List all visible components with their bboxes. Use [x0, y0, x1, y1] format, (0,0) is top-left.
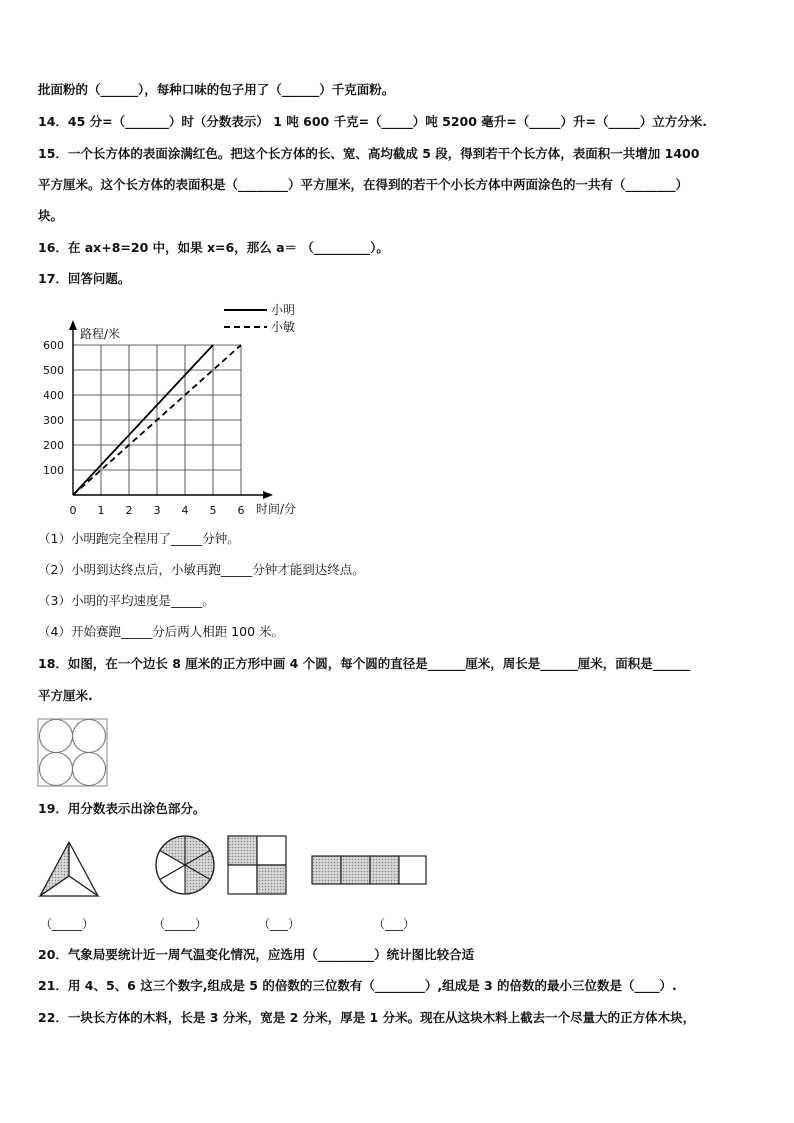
x-axis-arrow — [263, 491, 273, 499]
y-tick-label: 600 — [43, 339, 64, 352]
q16-text: 16．在 ax+8=20 中，如果 x=6，那么 a＝ （_________）。 — [38, 240, 389, 255]
triangle-figure — [40, 842, 98, 896]
q19-answer-2: （_____） — [153, 917, 208, 931]
x-tick-label: 0 — [69, 504, 77, 517]
q19-title: 19．用分数表示出涂色部分。 — [38, 801, 206, 816]
x-tick-label: 5 — [209, 504, 217, 517]
x-tick-label: 3 — [153, 504, 161, 517]
y-tick-label: 400 — [43, 389, 64, 402]
q15-line3: 块。 — [38, 208, 64, 223]
x-tick-label: 6 — [237, 504, 245, 517]
legend-label-0: 小明 — [271, 303, 296, 317]
q14-text: 14．45 分=（_______）时（分数表示） 1 吨 600 千克=（_____）吨 5200 毫升=（_____）升=（_____）立方分米. — [38, 114, 707, 129]
square-four-circles-figure — [37, 718, 109, 788]
q15-line2: 平方厘米。这个长方体的表面积是（________）平方厘米，在得到的若干个小长方体中两面涂色的一共有（________） — [38, 177, 689, 192]
q17-sub1: （1）小明跑完全程用了_____分钟。 — [38, 531, 240, 546]
q13-continuation: 批面粉的（______），每种口味的包子用了（______）千克面粉。 — [38, 82, 395, 97]
q17-sub2: （2）小明到达终点后，小敏再跑_____分钟才能到达终点。 — [38, 562, 365, 577]
q19-answer-3: （___） — [258, 917, 301, 931]
x-tick-label: 1 — [97, 504, 105, 517]
q18-line2: 平方厘米. — [38, 688, 93, 703]
y-tick-label: 200 — [43, 439, 64, 452]
q17-sub3: （3）小明的平均速度是_____。 — [38, 593, 215, 608]
q15-line1: 15．一个长方体的表面涂满红色。把这个长方体的长、宽、高均截成 5 段，得到若干个长方体，表面积一共增加 1400 — [38, 146, 700, 161]
x-tick-label: 2 — [125, 504, 133, 517]
y-tick-label: 300 — [43, 414, 64, 427]
q17-title: 17．回答问题。 — [38, 271, 131, 286]
q19-answer-1: （_____） — [40, 917, 95, 931]
outer-square — [38, 719, 107, 786]
x-axis-label: 时间/分 — [256, 502, 297, 516]
q18-line1: 18．如图，在一个边长 8 厘米的正方形中画 4 个圆，每个圆的直径是______厘米，周长是______厘米，面积是______ — [38, 656, 691, 671]
y-tick-label: 500 — [43, 364, 64, 377]
y-tick-label: 100 — [43, 464, 64, 477]
x-tick-label: 4 — [181, 504, 189, 517]
q21-text: 21．用 4、5、6 这三个数字,组成是 5 的倍数的三位数有（________）,组成是 3 的倍数的最小三位数是（____）. — [38, 978, 677, 993]
q19-answer-4: （___） — [373, 917, 416, 931]
circle-figure — [156, 836, 214, 894]
distance-time-chart — [30, 296, 320, 522]
grid-square-figure — [228, 836, 286, 894]
bar-figure — [312, 856, 426, 884]
chart-legend — [224, 303, 295, 334]
fraction-figures — [30, 828, 440, 908]
q17-sub4: （4）开始赛跑_____分后两人相距 100 米。 — [38, 624, 285, 639]
y-axis-arrow — [69, 320, 77, 330]
q22-text: 22．一块长方体的木料，长是 3 分米，宽是 2 分米，厚是 1 分米。现在从这块木料上截去一个尽量大的正方体木块， — [38, 1010, 696, 1025]
y-axis-label: 路程/米 — [80, 327, 121, 341]
legend-label-1: 小敏 — [271, 320, 296, 334]
q20-text: 20．气象局要统计近一周气温变化情况，应选用（_________）统计图比较合适 — [38, 947, 475, 962]
